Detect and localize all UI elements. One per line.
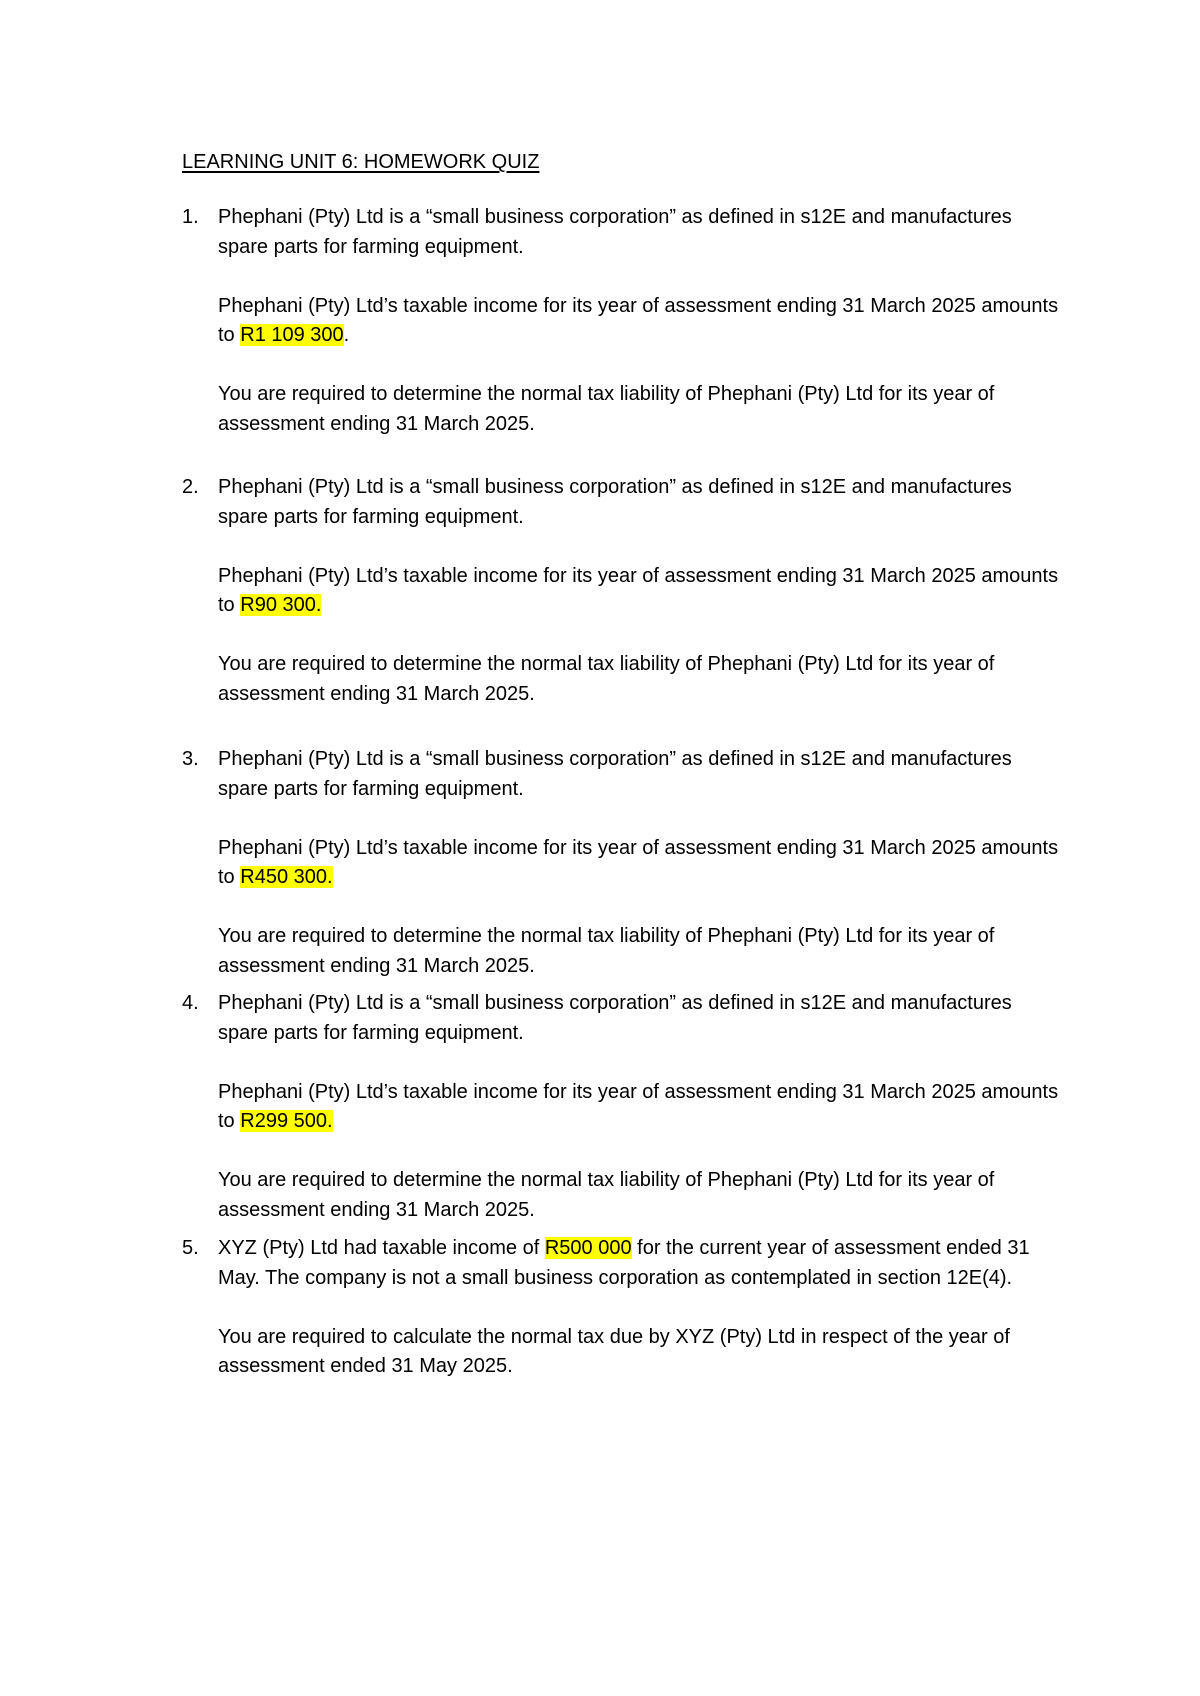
question-intro: Phephani (Pty) Ltd is a “small business corporation” as defined in s12E and manufactures spare parts for farming equipment. bbox=[218, 476, 1012, 528]
question-2 bbox=[182, 473, 1062, 709]
question-income bbox=[218, 292, 1062, 351]
highlighted-amount: R450 300. bbox=[240, 866, 333, 888]
question-3 bbox=[182, 745, 1062, 981]
question-income bbox=[218, 562, 1062, 621]
question-income bbox=[218, 834, 1062, 893]
document-title: LEARNING UNIT 6: HOMEWORK QUIZ bbox=[182, 151, 540, 173]
question-income bbox=[218, 1078, 1062, 1137]
question-requirement: You are required to determine the normal tax liability of Phephani (Pty) Ltd for its year of assessment ending 31 March 2025. bbox=[218, 653, 995, 705]
question-1 bbox=[182, 203, 1062, 439]
highlighted-amount: R500 000 bbox=[544, 1237, 632, 1259]
question-intro bbox=[218, 1234, 1062, 1293]
question-5 bbox=[182, 1234, 1062, 1382]
question-body bbox=[218, 473, 1062, 709]
question-body bbox=[218, 1234, 1062, 1382]
question-body bbox=[218, 203, 1062, 439]
highlighted-amount: R1 109 300 bbox=[240, 324, 344, 346]
income-text: Phephani (Pty) Ltd’s taxable income for its year of assessment ending 31 March 2025 amounts to bbox=[218, 836, 1059, 888]
intro-suffix: for the current year of assessment ended 31 May. The company is not a small business corporation as contemplated in section 12E(4). bbox=[218, 1237, 1030, 1289]
question-requirement: You are required to determine the normal tax liability of Phephani (Pty) Ltd for its year of assessment ending 31 March 2025. bbox=[218, 1169, 995, 1221]
question-intro: Phephani (Pty) Ltd is a “small business corporation” as defined in s12E and manufactures spare parts for farming equipment. bbox=[218, 992, 1012, 1044]
question-number: 5. bbox=[182, 1237, 199, 1259]
highlighted-amount: R90 300. bbox=[240, 594, 322, 616]
question-intro: Phephani (Pty) Ltd is a “small business corporation” as defined in s12E and manufactures spare parts for farming equipment. bbox=[218, 748, 1012, 800]
intro-text: XYZ (Pty) Ltd had taxable income of bbox=[218, 1237, 545, 1259]
income-text: Phephani (Pty) Ltd’s taxable income for its year of assessment ending 31 March 2025 amounts to bbox=[218, 564, 1059, 616]
income-text: Phephani (Pty) Ltd’s taxable income for its year of assessment ending 31 March 2025 amounts to bbox=[218, 1080, 1059, 1132]
question-requirement: You are required to calculate the normal tax due by XYZ (Pty) Ltd in respect of the year of assessment ended 31 May 2025. bbox=[218, 1325, 1010, 1377]
question-requirement: You are required to determine the normal tax liability of Phephani (Pty) Ltd for its year of assessment ending 31 March 2025. bbox=[218, 383, 995, 435]
question-number: 1. bbox=[182, 206, 199, 228]
question-number: 3. bbox=[182, 748, 199, 770]
question-number: 4. bbox=[182, 992, 199, 1014]
highlighted-amount: R299 500. bbox=[240, 1110, 333, 1132]
income-suffix: . bbox=[343, 324, 350, 346]
question-4 bbox=[182, 989, 1062, 1225]
question-intro: Phephani (Pty) Ltd is a “small business corporation” as defined in s12E and manufactures spare parts for farming equipment. bbox=[218, 206, 1012, 258]
question-body bbox=[218, 989, 1062, 1225]
question-body bbox=[218, 745, 1062, 981]
question-number: 2. bbox=[182, 476, 199, 498]
question-requirement: You are required to determine the normal tax liability of Phephani (Pty) Ltd for its year of assessment ending 31 March 2025. bbox=[218, 925, 995, 977]
income-text: Phephani (Pty) Ltd’s taxable income for its year of assessment ending 31 March 2025 amounts to bbox=[218, 294, 1059, 346]
